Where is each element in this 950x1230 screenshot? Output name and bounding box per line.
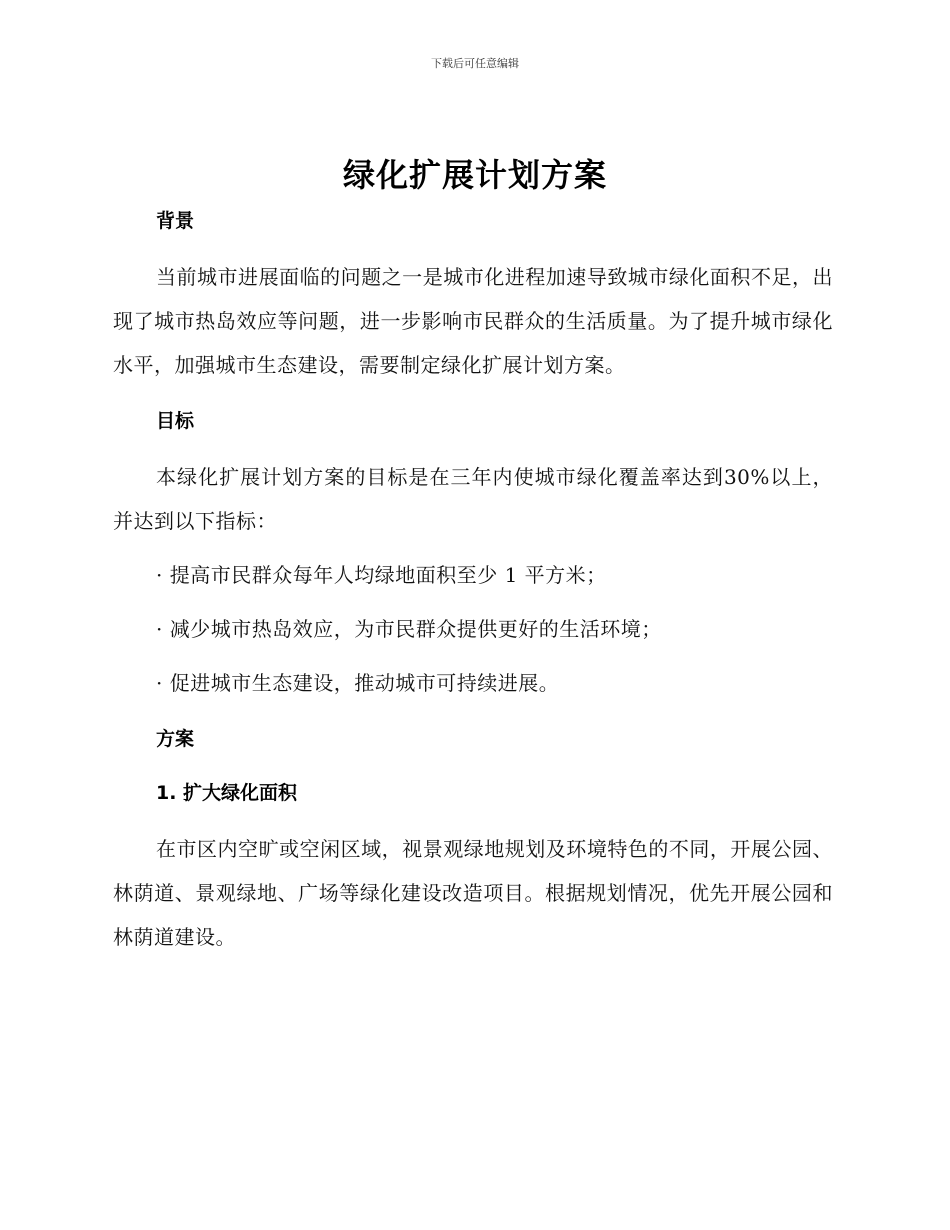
section-heading-goals: 目标 bbox=[156, 410, 195, 432]
section-heading-plan: 方案 bbox=[156, 728, 195, 750]
goal-bullet-1: · 提高市民群众每年人均绿地面积至少 1 平方米； bbox=[156, 563, 607, 587]
document-title: 绿化扩展计划方案 bbox=[342, 156, 607, 194]
section-heading-background: 背景 bbox=[156, 210, 195, 232]
background-paragraph: 当前城市进展面临的问题之一是城市化进程加速导致城市绿化面积不足，出现了城市热岛效应等问题，进一步影响市民群众的生活质量。为了提升城市绿化水平，加强城市生态建设，需要制定绿化扩展计划方案。 bbox=[113, 265, 833, 377]
subheading-expand-green-area: 1. 扩大绿化面积 bbox=[156, 782, 298, 804]
goals-paragraph: 本绿化扩展计划方案的目标是在三年内使城市绿化覆盖率达到30%以上，并达到以下指标： bbox=[113, 465, 833, 533]
goal-bullet-2: · 减少城市热岛效应，为市民群众提供更好的生活环境； bbox=[156, 617, 662, 641]
header-note: 下载后可任意编辑 bbox=[431, 57, 519, 70]
goal-bullet-3: · 促进城市生态建设，推动城市可持续进展。 bbox=[156, 671, 560, 695]
document-body bbox=[113, 205, 833, 959]
plan-paragraph: 在市区内空旷或空闲区域，视景观绿地规划及环境特色的不同，开展公园、林荫道、景观绿地、广场等绿化建设改造项目。根据规划情况，优先开展公园和林荫道建设。 bbox=[113, 837, 833, 949]
